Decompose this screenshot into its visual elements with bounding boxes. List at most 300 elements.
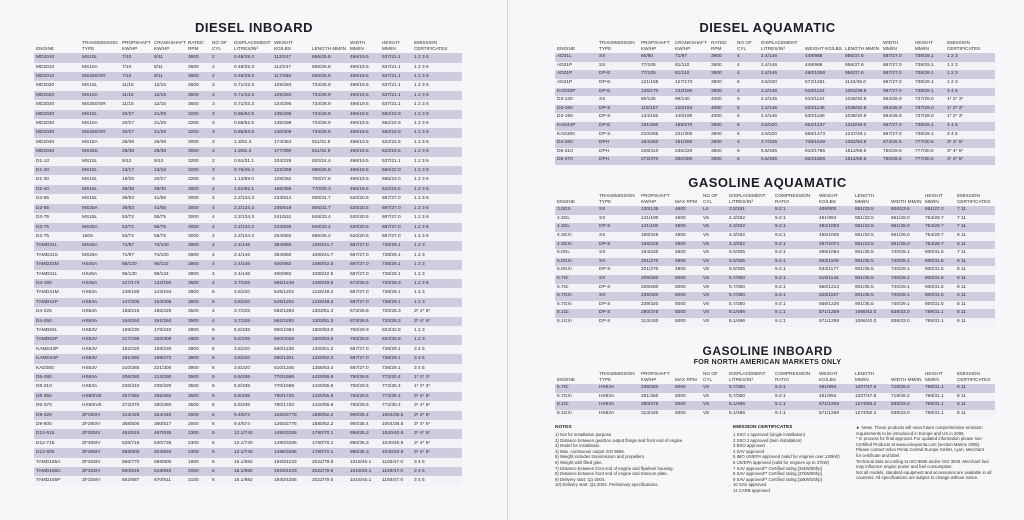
table-cell: 1920/4233 <box>272 458 310 467</box>
table-cell: 5000 <box>673 393 701 402</box>
engine-name: MD2040 <box>36 149 55 155</box>
table-cell: 221/300 <box>152 364 186 373</box>
engine-name: KAMD44P <box>36 356 59 362</box>
table-cell: V6 <box>701 232 727 241</box>
table-cell: 6 <box>210 382 232 391</box>
engine-cell <box>555 131 597 140</box>
table-row <box>34 100 462 109</box>
table-cell: 1040/40.9 <box>380 448 412 457</box>
table-cell: 1 2 3 6 <box>412 157 462 166</box>
engine-name: MD2030 <box>36 111 55 117</box>
engine-cell <box>555 79 597 88</box>
table-cell: 6 <box>735 122 759 131</box>
table-cell: 560/1235 <box>272 345 310 354</box>
engine-cell <box>34 175 80 184</box>
news-line: Certified Products at www.volvopenta.com (section Marine 2006). <box>856 441 981 447</box>
table-row <box>555 215 995 224</box>
table-cell: 1 2 3 6 <box>412 204 462 213</box>
table-cell: 1392/54.8 <box>843 139 881 148</box>
table-cell: 571/1259 <box>817 318 853 327</box>
table-cell: 235/518 <box>272 204 310 213</box>
table-cell: 104/229 <box>272 157 310 166</box>
table-cell: 2.4/146 <box>759 113 803 122</box>
table-row <box>34 326 462 335</box>
engine-name: D12-615 <box>36 431 55 437</box>
news-line: for certificate and label. <box>856 452 901 458</box>
table-cell: 4 <box>210 232 232 241</box>
table-cell: 21/29 <box>152 110 186 119</box>
table-cell: 3.7/226 <box>232 307 272 316</box>
table-cell: 1303/51.3 <box>310 317 348 326</box>
table-row <box>34 232 462 241</box>
table-cell: 520/20.5 <box>348 232 380 241</box>
table-cell: 3000 <box>186 194 210 203</box>
engine-cell <box>555 105 597 114</box>
column-header: PROPSHAFT KW/HP <box>641 40 670 51</box>
table-row <box>555 318 995 327</box>
table-cell: 134/295 <box>272 100 310 109</box>
table-cell: 6 <box>735 156 759 165</box>
engine-cell <box>34 448 80 457</box>
table-cell: 496/19.5 <box>348 175 380 184</box>
table-cell: 9.4:1 <box>773 301 817 310</box>
table-cell: V6 <box>701 215 727 224</box>
engine-cell <box>34 476 80 485</box>
table-row <box>34 270 462 279</box>
table-cell: 313/420 <box>639 410 673 419</box>
engine-name: 8.1GXi <box>557 410 572 416</box>
table-cell: 789/31.1 <box>923 384 955 393</box>
table-row <box>34 166 462 175</box>
news-line: may influence engine power and fuel consumption. <box>856 464 953 470</box>
table-cell: 738/29.1 <box>380 364 412 373</box>
table-cell: 5.5/336 <box>232 326 272 335</box>
table-cell: 16.1/982 <box>232 467 272 476</box>
engine-cell <box>34 194 80 203</box>
table-cell: 4 <box>735 70 759 79</box>
table-cell: 687/27.0 <box>348 345 380 354</box>
engine-cell <box>555 266 597 275</box>
table-cell: 199/270 <box>152 354 186 363</box>
table-cell: 838/33.0 <box>889 318 923 327</box>
table-cell: 5.7/350 <box>727 384 773 393</box>
emission-line: 1 SSO 1 approved (single installation) <box>733 432 806 437</box>
engine-cell <box>34 110 80 119</box>
table-cell: ZF305IV <box>80 448 120 457</box>
table-cell: 112/247 <box>272 53 310 62</box>
engine-cell <box>34 91 80 100</box>
table-cell: 3500 <box>709 148 735 157</box>
notes-block <box>555 425 705 488</box>
table-cell: 2000 <box>186 467 210 476</box>
table-cell: 754/29.7 <box>923 215 955 224</box>
table-cell: 901/35.5 <box>853 275 889 284</box>
engine-cell <box>555 96 597 105</box>
table-cell: 687/27.0 <box>380 204 412 213</box>
table-cell: 772/30.4 <box>380 382 412 391</box>
table-row <box>34 175 462 184</box>
column-header: NO OF CYL <box>737 40 752 51</box>
table-row <box>555 79 995 88</box>
engine-cell <box>34 279 80 288</box>
table-cell: 400/882 <box>272 270 310 279</box>
table-cell: MS15L <box>80 185 120 194</box>
table-cell: 5000 <box>673 401 701 410</box>
table-cell: 6 <box>210 345 232 354</box>
table-cell: 3* 4* 5* <box>412 439 462 448</box>
table-cell: 738/29.1 <box>380 241 412 250</box>
table-cell: 5000 <box>673 318 701 327</box>
table-cell: HS63V <box>80 354 120 363</box>
table-cell: 19/26 <box>120 175 152 184</box>
table-cell: MS10L <box>80 175 120 184</box>
column-header: WEIGHT KG/LBS <box>274 40 293 51</box>
engine-cell <box>34 270 80 279</box>
engine-name: D6-370 <box>557 157 573 163</box>
table-cell: 520/20.5 <box>348 213 380 222</box>
table-cell: 1.51/92.1 <box>232 185 272 194</box>
table-cell: ZF280IV <box>80 420 120 429</box>
table-cell: 2.4/146 <box>232 251 272 260</box>
table-cell: 1 2 3 6 <box>412 213 462 222</box>
table-cell: 3* 4* 5* <box>945 139 995 148</box>
table-cell: 496/19.5 <box>348 185 380 194</box>
table-cell: 1040/40.9 <box>380 429 412 438</box>
table-cell: 3900 <box>186 354 210 363</box>
table-cell: 1 2 3 6 <box>412 185 462 194</box>
table-cell: 4 <box>735 139 759 148</box>
engine-name: D6-310 <box>557 148 573 154</box>
table-cell: SX <box>597 249 639 258</box>
table-cell: 5.7/350 <box>727 284 773 293</box>
table-cell: 5000 <box>673 309 701 318</box>
table-cell: 140/190 <box>673 113 709 122</box>
table-cell: 11/15 <box>120 100 152 109</box>
table-cell: 29/39 <box>152 147 186 156</box>
table-cell: 8 11 <box>955 410 995 419</box>
table-cell: 71/97 <box>120 241 152 250</box>
table-cell: 1 2 3 6 <box>412 138 462 147</box>
table-cell: 221/300 <box>673 131 709 140</box>
table-cell: MS25A <box>80 204 120 213</box>
table-cell: 400/882 <box>272 260 310 269</box>
table-cell: 1580/62.2 <box>310 420 348 429</box>
table-cell: 5.0/305 <box>727 258 773 267</box>
table-row <box>555 393 995 402</box>
table-cell: 9/13 <box>152 157 186 166</box>
table-row <box>34 373 462 382</box>
table-cell: 520/1146 <box>803 105 843 114</box>
column-header: ENGINE <box>557 45 575 51</box>
table-cell: 1 2 3 <box>412 326 462 335</box>
table-cell: 777/30.6 <box>913 139 945 148</box>
table-cell: MS25S/SR <box>80 100 120 109</box>
table-cell: 176/240 <box>152 326 186 335</box>
table-row <box>34 251 462 260</box>
engine-name: 4.3GL <box>557 224 571 230</box>
table-cell: 191/260 <box>639 122 673 131</box>
table-cell: 3000 <box>186 204 210 213</box>
engine-name: KAMD43P <box>36 346 59 352</box>
table-cell: 141/190 <box>639 223 673 232</box>
table-cell: 53/72 <box>120 213 152 222</box>
table-cell: 3* 4* 5* <box>412 392 462 401</box>
table-cell: 920/2028 <box>272 335 310 344</box>
table-cell: 1.3/81.3 <box>232 138 272 147</box>
table-cell: 684/26.9 <box>881 105 913 114</box>
table-cell: 4 <box>210 317 232 326</box>
engine-name: 5.0GL <box>557 250 571 256</box>
table-cell: 1193/47.0 <box>380 467 412 476</box>
table-cell: 2800 <box>186 326 210 335</box>
table-cell: 2022/79.6 <box>310 467 348 476</box>
table-cell: 53/72 <box>120 223 152 232</box>
table-cell: 1193/47.0 <box>380 458 412 467</box>
table-cell: 3500 <box>186 392 210 401</box>
table-row <box>555 258 995 267</box>
table-cell: 1193/47.0 <box>380 476 412 485</box>
table-cell: 4 <box>735 62 759 71</box>
emission-line: 6 US/EPA approved (valid for engines up to 37kW) <box>733 459 830 465</box>
table-cell: V8 <box>701 301 727 310</box>
table-cell: 1060/41.7 <box>310 241 348 250</box>
table-cell: 6 <box>210 411 232 420</box>
table-cell: 384/850 <box>272 241 310 250</box>
table-row <box>34 354 462 363</box>
table-cell: 1 2 3 <box>945 70 995 79</box>
diesel-aquamatic-table <box>555 40 995 165</box>
table-cell: 600/816 <box>120 467 152 476</box>
engine-name: AD41P <box>557 79 573 85</box>
table-cell: 3000 <box>186 185 210 194</box>
table-cell: 668/1473 <box>803 131 843 140</box>
table-cell: 834/32.8 <box>380 335 412 344</box>
table-cell: 687/27.0 <box>881 79 913 88</box>
table-cell: 789/31.1 <box>923 309 955 318</box>
table-cell: 1303/51.3 <box>310 307 348 316</box>
table-cell: HS63V <box>80 326 120 335</box>
table-cell: 217/295 <box>120 335 152 344</box>
table-cell: 5 <box>735 96 759 105</box>
table-cell: 540/735 <box>152 439 186 448</box>
engine-name: D12-800 <box>36 450 55 456</box>
table-cell: 687/27.0 <box>881 131 913 140</box>
table-row <box>555 131 995 140</box>
table-cell: 754/29.7 <box>923 232 955 241</box>
table-cell: SX <box>597 215 639 224</box>
table-cell: MS25A <box>80 251 120 260</box>
note-line: 4) Max. continuous output ISO 8665. <box>555 448 625 454</box>
table-cell: 8.1/496 <box>727 318 773 327</box>
table-cell: 1218/48.0 <box>843 122 881 131</box>
table-cell: 3200 <box>186 128 210 137</box>
table-cell: 810/1786 <box>803 148 843 157</box>
table-cell: 408/900 <box>817 206 853 215</box>
table-cell: 41/55 <box>152 204 186 213</box>
table-cell: V8 <box>701 309 727 318</box>
table-cell: 750/29.5 <box>348 373 380 382</box>
table-cell: 4 <box>210 194 232 203</box>
table-cell: 3 4 5 <box>412 458 462 467</box>
table-header-row <box>555 371 995 384</box>
table-cell: 451/994 <box>817 215 853 224</box>
table-cell: 734/28.9 <box>310 91 348 100</box>
engine-name: D2-75 <box>36 233 50 239</box>
engine-cell <box>34 326 80 335</box>
engine-cell <box>555 384 597 393</box>
table-row <box>555 249 995 258</box>
table-cell: 81/110 <box>673 62 709 71</box>
column-header: ENGINE <box>557 198 575 204</box>
table-cell: 6 <box>210 429 232 438</box>
table-cell: DP-S <box>597 131 639 140</box>
engine-cell <box>34 345 80 354</box>
table-cell: 670/911 <box>152 476 186 485</box>
diesel-inboard-title: DIESEL INBOARD <box>195 20 313 35</box>
table-cell: 789/31.1 <box>923 410 955 419</box>
engine-name: D9-425 <box>36 412 52 418</box>
table-cell: 537/21.1 <box>380 72 412 81</box>
table-cell: 772/30.4 <box>380 401 412 410</box>
table-cell: HS63V <box>80 345 120 354</box>
engine-name: MD2040 <box>36 139 55 145</box>
emission-line: 2 SSO 2 approved (twin installation) <box>733 437 802 443</box>
table-cell: 2.4/146 <box>759 88 803 97</box>
table-cell: 2022/79.6 <box>310 458 348 467</box>
column-header: TRANSMISSION TYPE <box>599 193 635 204</box>
news-line: Please contact Volvo Penta Central Europe GmbH, Lyon, Merchant <box>856 447 984 453</box>
table-cell: 201/270 <box>639 266 673 275</box>
table-cell: 6 <box>210 401 232 410</box>
table-cell: 687/27.0 <box>380 223 412 232</box>
table-cell: 3500 <box>186 373 210 382</box>
gasoline-aquamatic-table <box>555 193 995 327</box>
table-cell: 2.4/146 <box>759 105 803 114</box>
table-cell: 132/180 <box>673 88 709 97</box>
table-cell: 618/840 <box>152 467 186 476</box>
table-cell: 0.86/52.5 <box>232 128 272 137</box>
table-cell: V8 <box>701 410 727 419</box>
table-cell: 482/1063 <box>817 223 853 232</box>
engine-name: TAMD31M <box>36 262 59 268</box>
table-cell: 100/135 <box>639 206 673 215</box>
table-cell: 673/26.5 <box>348 279 380 288</box>
news-line: Technical data according to ISO 8665 and/or ISO 3046. Merchant fuel <box>856 458 989 464</box>
table-cell: ZF280IV <box>80 411 120 420</box>
table-cell: 3.0/181 <box>727 206 773 215</box>
table-cell: 2 <box>210 72 232 81</box>
table-cell: 235/320 <box>152 382 186 391</box>
table-cell: 838/33.0 <box>889 410 923 419</box>
table-cell: 811/31.9 <box>310 147 348 156</box>
table-cell: 3* 4* 5* <box>412 420 462 429</box>
engine-cell <box>34 458 80 467</box>
table-cell: 652/887 <box>120 476 152 485</box>
table-cell: 0.86/52.5 <box>232 110 272 119</box>
table-cell: 588/800 <box>120 448 152 457</box>
table-cell: 3500 <box>186 307 210 316</box>
table-cell: 3600 <box>186 81 210 90</box>
table-cell: 4600 <box>673 215 701 224</box>
table-cell: 1 2 3 <box>412 260 462 269</box>
table-cell: 520/20.5 <box>348 204 380 213</box>
engine-cell <box>555 309 597 318</box>
table-cell: 168/225 <box>639 241 673 250</box>
engine-cell <box>34 335 80 344</box>
table-cell: 1 2 3 6 <box>412 119 462 128</box>
table-cell: 235/320 <box>673 148 709 157</box>
gasoline-inboard-heading <box>511 344 1024 366</box>
table-cell: 740/29.1 <box>889 301 923 310</box>
table-cell: 3.6/220 <box>232 288 272 297</box>
table-cell: 770/30.3 <box>310 185 348 194</box>
engine-cell <box>34 364 80 373</box>
table-cell: 2.4/146 <box>232 270 272 279</box>
engine-cell <box>555 275 597 284</box>
table-cell: 16.1/982 <box>232 458 272 467</box>
table-cell: 1040/40.9 <box>380 439 412 448</box>
table-row <box>555 122 995 131</box>
table-cell: 8/11 <box>152 72 186 81</box>
engine-name: TAMD165P <box>36 478 61 484</box>
table-cell: 691/27.2 <box>923 206 955 215</box>
table-cell: 456/1005 <box>817 232 853 241</box>
table-cell: 3 4 5 <box>945 122 995 131</box>
table-cell: 545/1202 <box>272 288 310 297</box>
table-cell: 2.2/134.3 <box>232 194 272 203</box>
table-cell: 1* 2* 3* <box>945 105 995 114</box>
table-cell: 900/1984 <box>272 326 310 335</box>
table-cell: 8 11 <box>955 258 995 267</box>
table-cell: HS63A <box>597 401 639 410</box>
table-cell: 652/1437 <box>803 122 843 131</box>
table-cell: 738/29.1 <box>380 251 412 260</box>
table-cell: 4 <box>210 185 232 194</box>
table-cell: 780/1720 <box>272 392 310 401</box>
notes-title: NOTES <box>555 425 572 430</box>
table-cell: 7/10 <box>120 63 152 72</box>
column-header: TRANSMISSION TYPE <box>599 371 635 382</box>
table-cell: 956/37.6 <box>843 70 881 79</box>
gasoline-inboard-table <box>555 371 995 419</box>
table-cell: 313/420 <box>639 318 673 327</box>
table-cell: 4600 <box>673 206 701 215</box>
table-cell: 0.48/29.3 <box>232 53 272 62</box>
table-cell: 7 11 <box>955 249 995 258</box>
table-cell: 1260/49.6 <box>310 279 348 288</box>
table-row <box>555 284 995 293</box>
table-cell: 8 11 <box>955 232 995 241</box>
table-cell: 28/38 <box>120 138 152 147</box>
table-cell: 750/29.5 <box>348 401 380 410</box>
table-cell: 6 <box>735 131 759 140</box>
table-row <box>555 113 995 122</box>
table-cell: 687/27.0 <box>881 53 913 62</box>
table-cell: MS10A <box>80 91 120 100</box>
table-cell: 566/770 <box>120 458 152 467</box>
table-cell: 122/269 <box>272 166 310 175</box>
table-cell: 754/29.7 <box>923 241 955 250</box>
table-cell: 896/35.3 <box>348 448 380 457</box>
table-cell: 12/16 <box>152 81 186 90</box>
table-cell: 1225/48.2 <box>310 288 348 297</box>
table-cell: 71/97 <box>120 251 152 260</box>
table-cell: 1.3/81.3 <box>232 147 272 156</box>
table-cell: 3900 <box>709 70 735 79</box>
table-cell: 661/26.0 <box>889 241 923 250</box>
table-cell: 0.71/43.3 <box>232 81 272 90</box>
table-cell: DP-S <box>597 105 639 114</box>
